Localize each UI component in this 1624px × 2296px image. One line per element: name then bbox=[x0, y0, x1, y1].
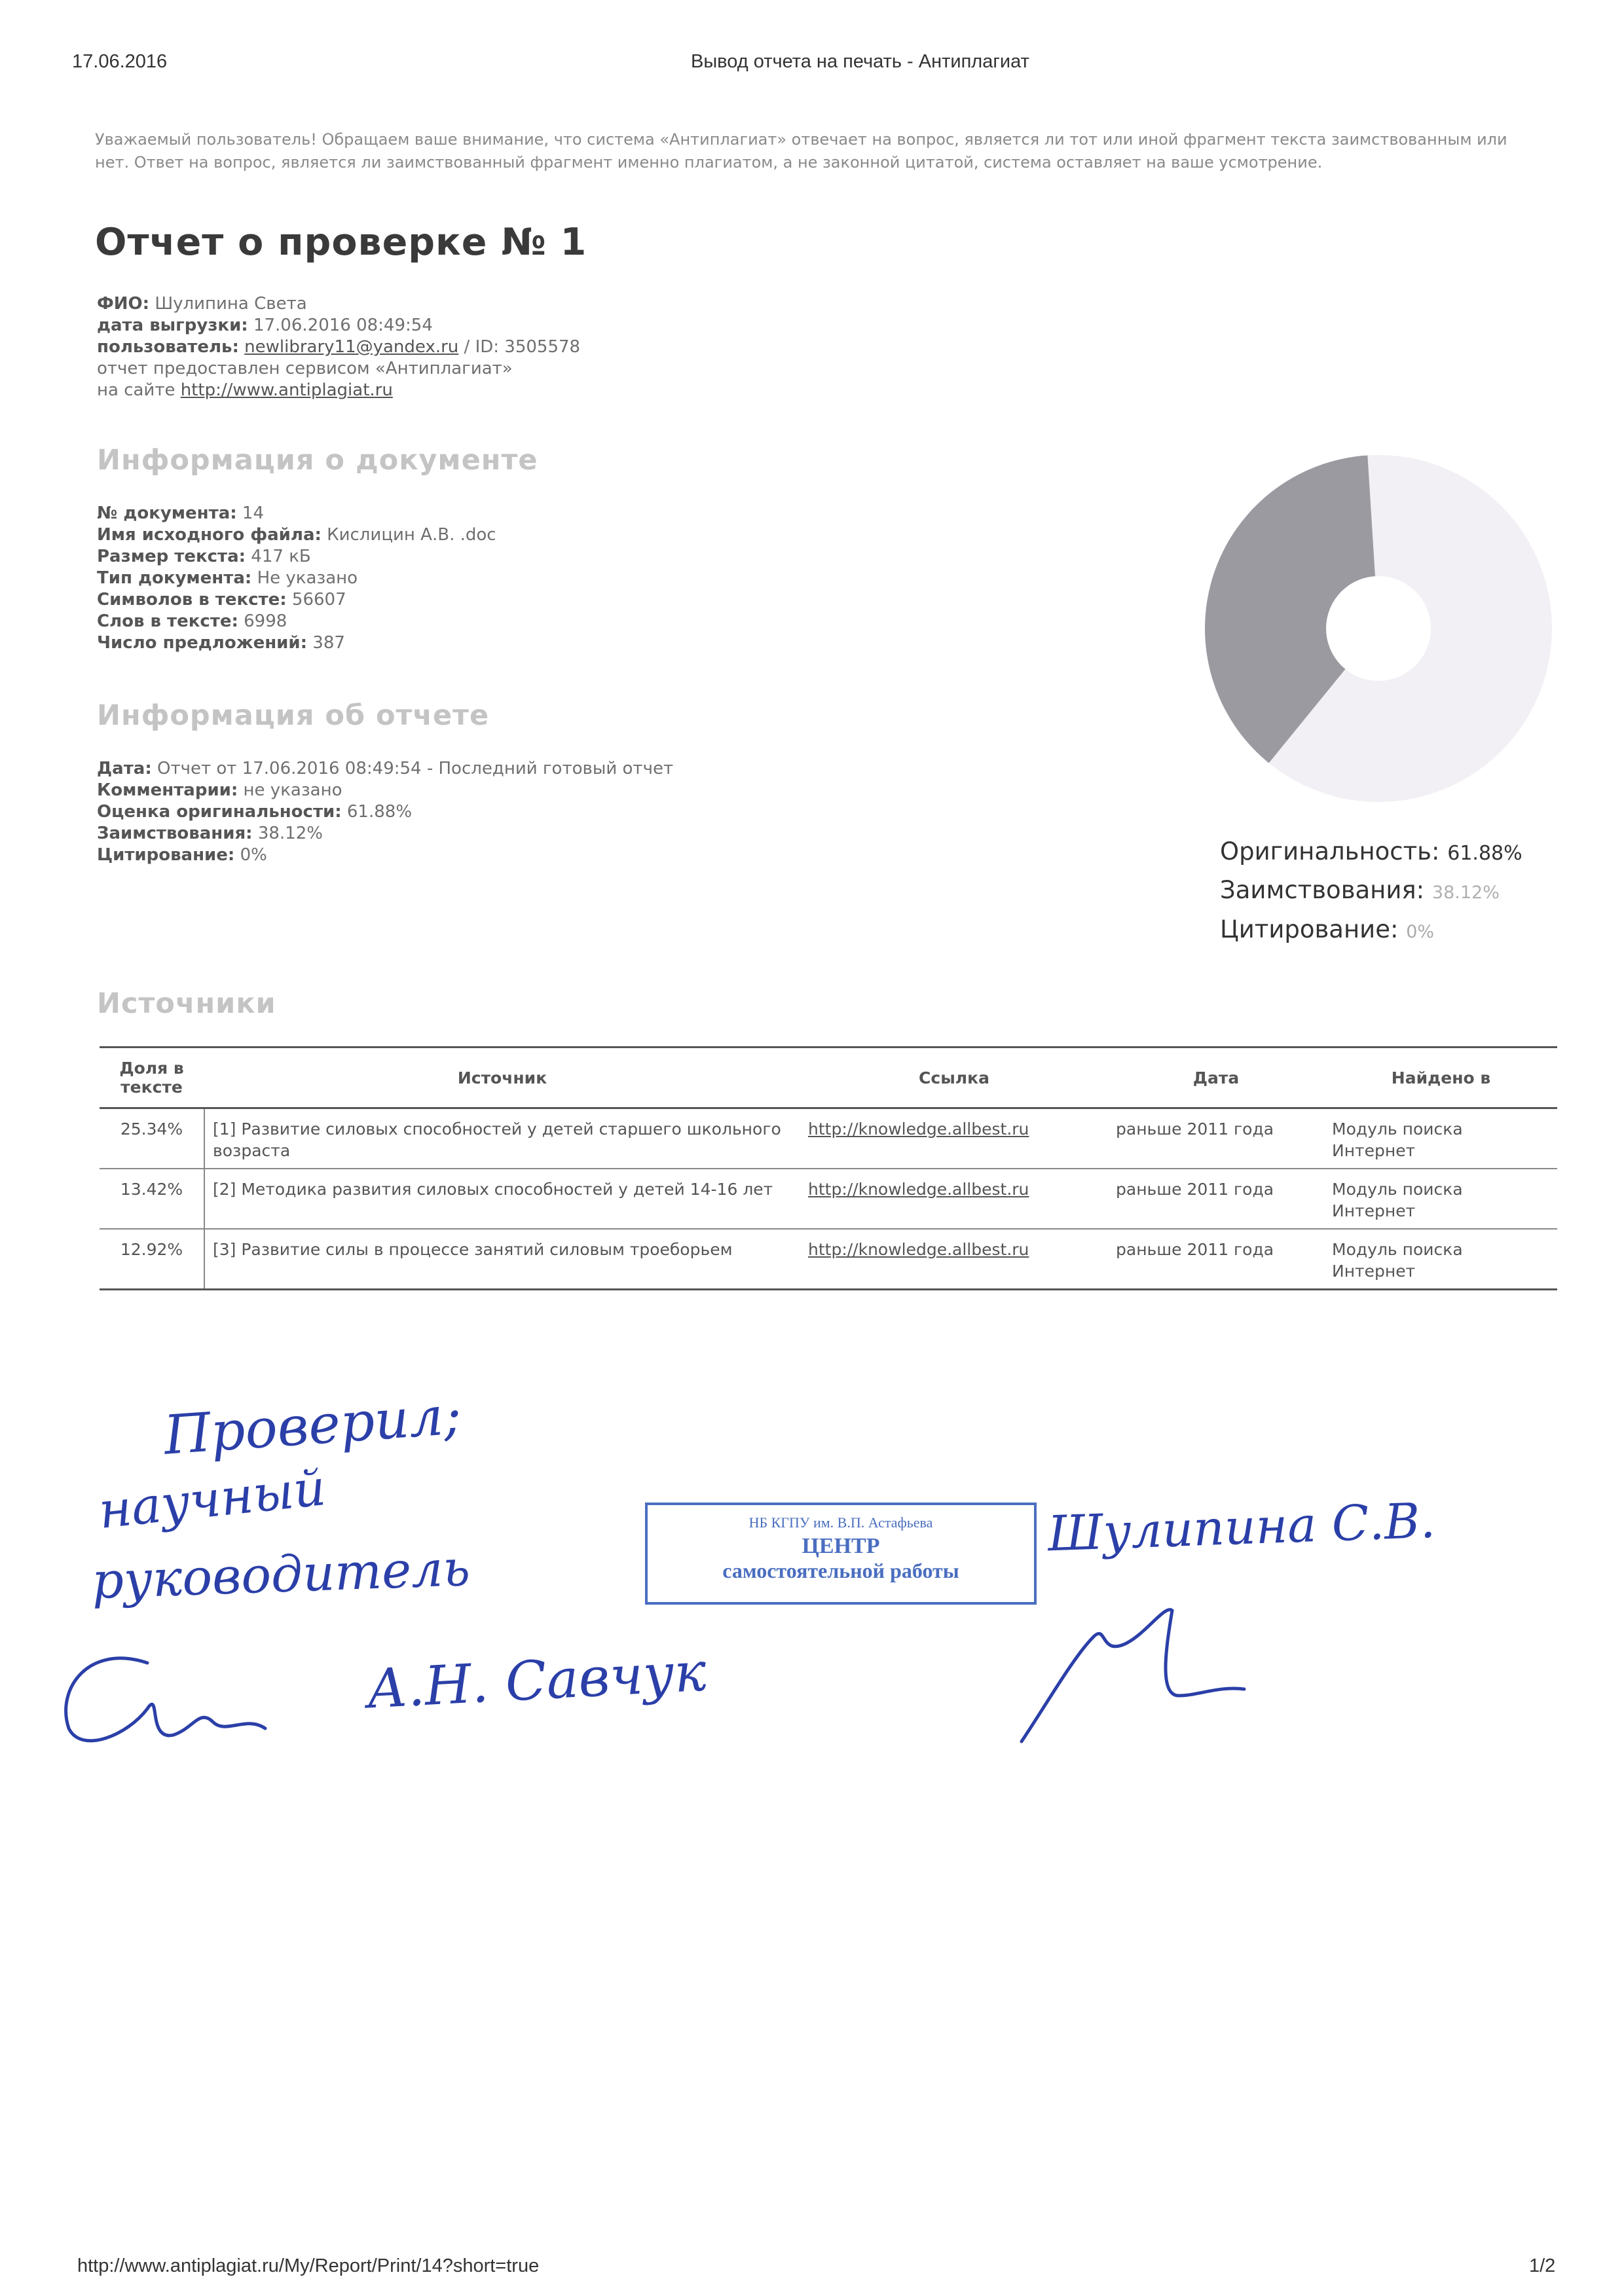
row-label: Имя исходного файла: bbox=[97, 525, 322, 545]
site-link[interactable]: http://www.antiplagiat.ru bbox=[180, 380, 393, 400]
table-row bbox=[100, 1169, 1557, 1229]
meta-fio bbox=[97, 293, 580, 315]
col-date: Дата bbox=[1108, 1048, 1324, 1108]
export-value: 17.06.2016 08:49:54 bbox=[253, 316, 433, 335]
handwritten-scientific: научный bbox=[96, 1458, 329, 1540]
legend-label: Цитирование: bbox=[1220, 915, 1399, 943]
col-link: Ссылка bbox=[800, 1048, 1108, 1108]
originality-donut-chart bbox=[1202, 452, 1555, 805]
report-title: Отчет о проверке № 1 bbox=[95, 221, 587, 264]
source-link[interactable]: http://knowledge.allbest.ru bbox=[808, 1120, 1029, 1139]
stamp-line-3: самостоятельной работы bbox=[722, 1559, 959, 1582]
share-cell: 12.92% bbox=[100, 1229, 204, 1290]
row-value: Не указано bbox=[257, 568, 358, 588]
date-cell: раньше 2011 года bbox=[1108, 1229, 1324, 1290]
stamp-line-2: ЦЕНТР bbox=[802, 1534, 880, 1558]
col-found: Найдено в bbox=[1324, 1048, 1557, 1108]
fio-value: Шулипина Света bbox=[155, 294, 307, 314]
row-label: Тип документа: bbox=[97, 568, 252, 588]
row-value: не указано bbox=[243, 780, 342, 800]
source-link[interactable]: http://knowledge.allbest.ru bbox=[808, 1240, 1029, 1259]
page-number: 1/2 bbox=[1529, 2255, 1556, 2276]
date-cell: раньше 2011 года bbox=[1108, 1108, 1324, 1169]
handwritten-checked: Проверил; bbox=[162, 1384, 464, 1467]
date-cell: раньше 2011 года bbox=[1108, 1169, 1324, 1229]
row-label: Слов в тексте: bbox=[97, 611, 238, 631]
source-cell: [1] Развитие силовых способностей у детей старшего школьного возраста bbox=[204, 1108, 800, 1169]
print-title: Вывод отчета на печать - Антиплагиат bbox=[691, 51, 1029, 72]
row-value: 417 кБ bbox=[251, 547, 311, 566]
legend-value: 0% bbox=[1406, 922, 1435, 942]
doc-info-row bbox=[97, 568, 496, 589]
user-id: / ID: 3505578 bbox=[464, 337, 581, 357]
doc-info-list bbox=[97, 503, 496, 654]
row-value: 14 bbox=[242, 503, 265, 523]
doc-info-heading: Информация о документе bbox=[97, 444, 538, 477]
student-signature bbox=[1008, 1597, 1257, 1755]
doc-info-row bbox=[97, 503, 496, 524]
share-cell: 13.42% bbox=[100, 1169, 204, 1229]
user-email-link[interactable]: newlibrary11@yandex.ru bbox=[244, 337, 459, 357]
col-share: Доля в тексте bbox=[100, 1048, 204, 1108]
sources-header-row bbox=[100, 1048, 1557, 1108]
row-value: 387 bbox=[312, 633, 345, 653]
footer-url: http://www.antiplagiat.ru/My/Report/Print/14?short=true bbox=[77, 2255, 540, 2276]
legend-value: 61.88% bbox=[1447, 842, 1522, 865]
row-label: Дата: bbox=[97, 759, 152, 778]
source-link[interactable]: http://knowledge.allbest.ru bbox=[808, 1180, 1029, 1199]
legend-original bbox=[1220, 833, 1522, 872]
report-info-heading: Информация об отчете bbox=[97, 699, 490, 732]
legend-borrow bbox=[1220, 872, 1522, 911]
row-label: Символов в тексте: bbox=[97, 590, 287, 610]
row-label: Комментарии: bbox=[97, 780, 238, 800]
legend-label: Оригинальность: bbox=[1220, 837, 1440, 866]
disclaimer-notice: Уважаемый пользователь! Обращаем ваше внимание, что система «Антиплагиат» отвечает на вопрос, является ли тот или иной фрагмент текста заимствованным или нет. Ответ на вопрос, является ли заимствованный фрагмент именно плагиатом, а не законной цитатой, система оставляет на ваше усмотрение. bbox=[95, 130, 1507, 172]
doc-info-row bbox=[97, 611, 496, 632]
report-info-row bbox=[97, 845, 673, 866]
row-label: Заимствования: bbox=[97, 824, 253, 843]
report-meta bbox=[97, 293, 580, 401]
row-label: Оценка оригинальности: bbox=[97, 802, 342, 822]
doc-info-row bbox=[97, 546, 496, 568]
source-cell: [2] Методика развития силовых способностей у детей 14-16 лет bbox=[204, 1169, 800, 1229]
found-cell: Модуль поиска Интернет bbox=[1324, 1229, 1557, 1290]
found-cell: Модуль поиска Интернет bbox=[1324, 1108, 1557, 1169]
found-cell: Модуль поиска Интернет bbox=[1324, 1169, 1557, 1229]
user-label: пользователь: bbox=[97, 337, 239, 357]
share-cell: 25.34% bbox=[100, 1108, 204, 1169]
sources-table bbox=[100, 1046, 1557, 1290]
fio-label: ФИО: bbox=[97, 294, 150, 314]
report-info-row bbox=[97, 823, 673, 845]
row-value: 6998 bbox=[244, 611, 287, 631]
supervisor-signature bbox=[49, 1637, 285, 1768]
legend-value: 38.12% bbox=[1431, 883, 1500, 903]
handwritten-supervisor-name: А.Н. Савчук bbox=[365, 1641, 708, 1721]
legend-label: Заимствования: bbox=[1220, 876, 1425, 904]
site-prefix: на сайте bbox=[97, 380, 175, 400]
doc-info-row bbox=[97, 632, 496, 654]
sources-heading: Источники bbox=[97, 987, 276, 1020]
handwritten-supervisor: руководитель bbox=[90, 1538, 471, 1611]
stamp-line-1: НБ КГПУ им. В.П. Астафьева bbox=[748, 1514, 933, 1531]
report-info-row bbox=[97, 780, 673, 801]
report-info-list bbox=[97, 758, 673, 866]
source-cell: [3] Развитие силы в процессе занятий силовым троеборьем bbox=[204, 1229, 800, 1290]
meta-site bbox=[97, 380, 580, 401]
meta-user bbox=[97, 337, 580, 358]
handwritten-student-name: Шулипина С.В. bbox=[1046, 1492, 1437, 1563]
table-row bbox=[100, 1229, 1557, 1290]
row-label: № документа: bbox=[97, 503, 237, 523]
row-label: Цитирование: bbox=[97, 845, 235, 865]
report-info-row bbox=[97, 758, 673, 780]
chart-legend bbox=[1220, 833, 1522, 951]
col-source: Источник bbox=[204, 1048, 800, 1108]
print-date: 17.06.2016 bbox=[72, 51, 168, 72]
donut-hole bbox=[1326, 576, 1431, 681]
table-row bbox=[100, 1108, 1557, 1169]
library-stamp bbox=[645, 1503, 1037, 1605]
report-info-row bbox=[97, 801, 673, 823]
meta-export-date bbox=[97, 315, 580, 337]
row-value: 0% bbox=[240, 845, 267, 865]
doc-info-row bbox=[97, 524, 496, 546]
meta-service: отчет предоставлен сервисом «Антиплагиат» bbox=[97, 359, 513, 378]
legend-cite bbox=[1220, 911, 1522, 951]
row-value: 61.88% bbox=[346, 802, 413, 822]
row-label: Размер текста: bbox=[97, 547, 246, 566]
row-value: 38.12% bbox=[257, 824, 323, 843]
export-label: дата выгрузки: bbox=[97, 316, 248, 335]
row-label: Число предложений: bbox=[97, 633, 308, 653]
row-value: Отчет от 17.06.2016 08:49:54 - Последний готовый отчет bbox=[157, 759, 674, 778]
row-value: 56607 bbox=[291, 590, 346, 610]
doc-info-row bbox=[97, 589, 496, 611]
row-value: Кислицин А.В. .doc bbox=[327, 525, 496, 545]
